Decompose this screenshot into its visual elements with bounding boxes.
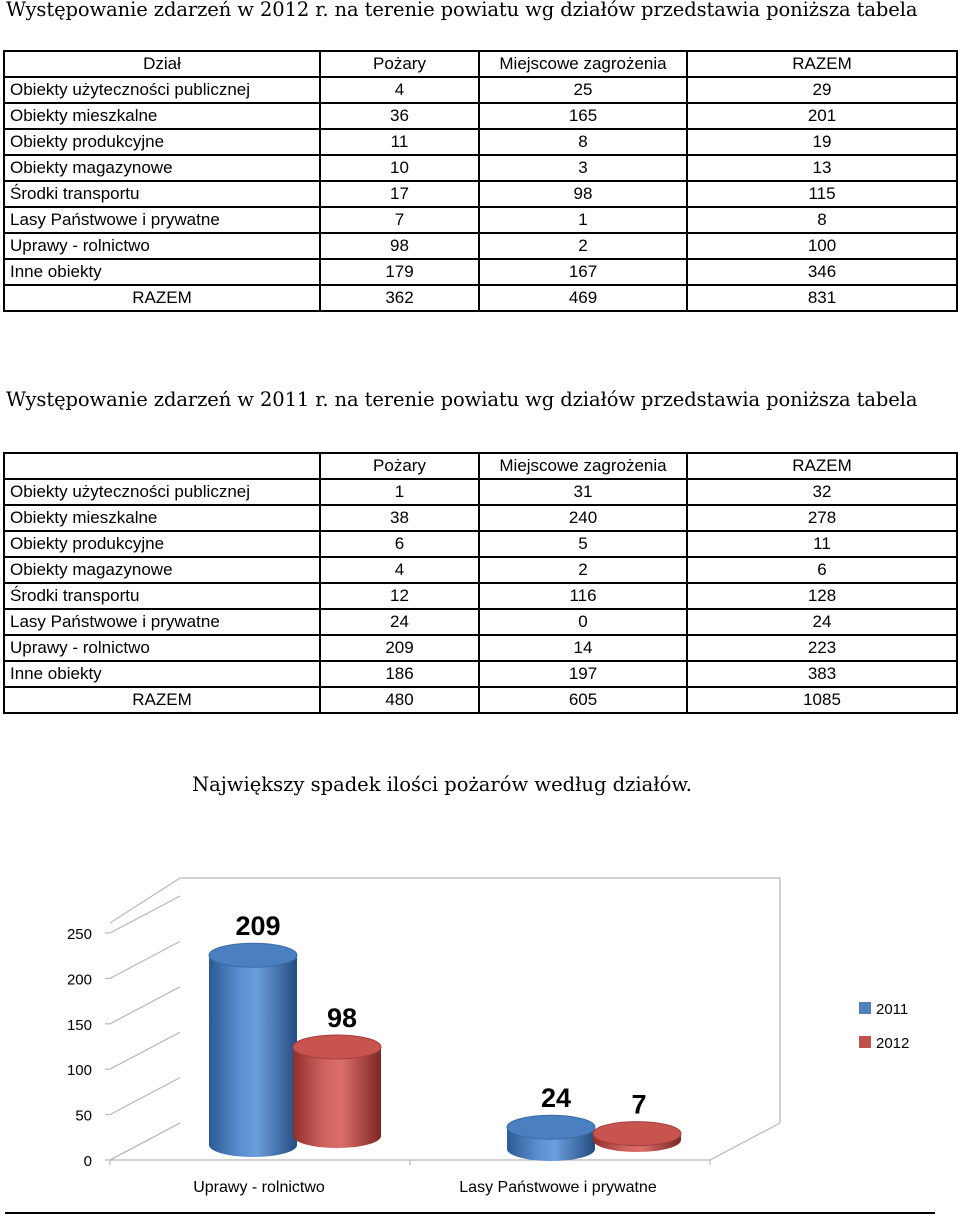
heading-2011: Występowanie zdarzeń w 2011 r. na terenie powiatu wg działów przedstawia poniższa tabela	[6, 388, 918, 411]
table-cell: 6	[687, 557, 957, 583]
bar-body	[209, 955, 297, 1157]
table-row	[4, 207, 957, 233]
row-label: Obiekty użyteczności publicznej	[4, 77, 320, 103]
table-header-row	[4, 51, 957, 77]
table-row	[4, 661, 957, 687]
table-row	[4, 479, 957, 505]
total-label: RAZEM	[4, 687, 320, 713]
data-label: 209	[235, 911, 281, 942]
total-cell: 1085	[687, 687, 957, 713]
bar-2011-1	[507, 1083, 595, 1161]
total-cell: 362	[320, 285, 479, 311]
y-tick-label: 0	[83, 1153, 92, 1170]
table-cell: 8	[479, 129, 687, 155]
table-cell: 8	[687, 207, 957, 233]
table-row	[4, 531, 957, 557]
category-label: Uprawy - rolnictwo	[193, 1179, 325, 1196]
header-cell	[4, 453, 320, 479]
total-cell: 831	[687, 285, 957, 311]
table-cell: 5	[479, 531, 687, 557]
heading-2012: Występowanie zdarzeń w 2012 r. na terenie powiatu wg działów przedstawia poniższa tabela	[6, 0, 918, 21]
table-row	[4, 77, 957, 103]
chart-legend	[859, 1001, 909, 1052]
table-header-row	[4, 453, 957, 479]
row-label: Uprawy - rolnictwo	[4, 233, 320, 259]
row-label: Lasy Państwowe i prywatne	[4, 609, 320, 635]
category-label: Lasy Państwowe i prywatne	[459, 1179, 657, 1196]
y-tick-label: 50	[75, 1107, 92, 1125]
row-label: Inne obiekty	[4, 661, 320, 687]
table-cell: 2	[479, 233, 687, 259]
table-row	[4, 505, 957, 531]
row-label: Inne obiekty	[4, 259, 320, 285]
table-cell: 14	[479, 635, 687, 661]
table-cell: 98	[479, 181, 687, 207]
header-cell: Dział	[4, 51, 320, 77]
bar-chart	[0, 860, 960, 1205]
total-cell: 480	[320, 687, 479, 713]
depth-line	[110, 987, 180, 1024]
table-cell: 17	[320, 181, 479, 207]
depth-line	[110, 896, 180, 933]
table-cell: 2	[479, 557, 687, 583]
row-label: Lasy Państwowe i prywatne	[4, 207, 320, 233]
bar-top	[507, 1115, 595, 1139]
table-cell: 6	[320, 531, 479, 557]
bar-top	[293, 1035, 381, 1059]
header-cell: Miejscowe zagrożenia	[479, 51, 687, 77]
table-cell: 128	[687, 583, 957, 609]
table-cell: 10	[320, 155, 479, 181]
table-cell: 179	[320, 259, 479, 285]
table-row	[4, 233, 957, 259]
total-row	[4, 687, 957, 713]
bar-body	[293, 1047, 381, 1148]
data-label: 98	[326, 1003, 358, 1034]
table-cell: 186	[320, 661, 479, 687]
table-cell: 201	[687, 103, 957, 129]
table-cell: 13	[687, 155, 957, 181]
wall-edge	[110, 878, 780, 923]
chart-bars	[209, 911, 681, 1161]
table-cell: 167	[479, 259, 687, 285]
table-cell: 240	[479, 505, 687, 531]
y-tick-label: 200	[66, 971, 92, 989]
row-label: Obiekty mieszkalne	[4, 505, 320, 531]
row-label: Obiekty magazynowe	[4, 155, 320, 181]
table-cell: 24	[320, 609, 479, 635]
depth-line	[110, 941, 180, 978]
table-cell: 116	[479, 583, 687, 609]
y-axis-ticks	[67, 896, 180, 1170]
data-label: 24	[540, 1083, 572, 1114]
table-cell: 0	[479, 609, 687, 635]
row-label: Uprawy - rolnictwo	[4, 635, 320, 661]
legend-label: 2012	[876, 1035, 910, 1052]
table-cell: 197	[479, 661, 687, 687]
depth-line	[110, 1078, 180, 1115]
table-cell: 278	[687, 505, 957, 531]
table-cell: 19	[687, 129, 957, 155]
table-cell: 32	[687, 479, 957, 505]
header-cell: RAZEM	[687, 51, 957, 77]
row-label: Obiekty produkcyjne	[4, 531, 320, 557]
table-row	[4, 129, 957, 155]
table-cell: 223	[687, 635, 957, 661]
table-row	[4, 155, 957, 181]
y-tick-label: 150	[66, 1016, 92, 1034]
table-cell: 165	[479, 103, 687, 129]
row-label: Obiekty mieszkalne	[4, 103, 320, 129]
table-cell: 4	[320, 557, 479, 583]
table-row	[4, 259, 957, 285]
header-cell: RAZEM	[687, 453, 957, 479]
depth-line	[110, 1032, 180, 1069]
table-cell: 25	[479, 77, 687, 103]
total-cell: 469	[479, 285, 687, 311]
table-cell: 24	[687, 609, 957, 635]
bar-top	[593, 1122, 681, 1146]
table-cell: 383	[687, 661, 957, 687]
table-2011	[3, 452, 958, 714]
row-label: Środki transportu	[4, 583, 320, 609]
header-cell: Miejscowe zagrożenia	[479, 453, 687, 479]
y-tick-label: 250	[66, 926, 92, 943]
chart-title: Największy spadek ilości pożarów według działów.	[192, 773, 692, 796]
table-row	[4, 635, 957, 661]
table-cell: 209	[320, 635, 479, 661]
legend-label: 2011	[876, 1001, 909, 1018]
table-cell: 38	[320, 505, 479, 531]
table-cell: 11	[320, 129, 479, 155]
bar-2012-0	[293, 1003, 381, 1148]
table-row	[4, 609, 957, 635]
data-label: 7	[631, 1089, 647, 1120]
table-cell: 1	[320, 479, 479, 505]
legend-swatch	[859, 1002, 871, 1014]
row-label: Obiekty magazynowe	[4, 557, 320, 583]
table-cell: 31	[479, 479, 687, 505]
table-cell: 115	[687, 181, 957, 207]
header-cell: Pożary	[320, 51, 479, 77]
row-label: Obiekty produkcyjne	[4, 129, 320, 155]
table-cell: 29	[687, 77, 957, 103]
table-cell: 346	[687, 259, 957, 285]
table-row	[4, 103, 957, 129]
category-labels	[193, 1179, 657, 1196]
bar-2012-1	[593, 1090, 681, 1152]
table-cell: 1	[479, 207, 687, 233]
total-label: RAZEM	[4, 285, 320, 311]
table-row	[4, 583, 957, 609]
table-cell: 3	[479, 155, 687, 181]
table-row	[4, 557, 957, 583]
table-cell: 36	[320, 103, 479, 129]
table-cell: 12	[320, 583, 479, 609]
legend-swatch	[859, 1036, 871, 1048]
table-cell: 11	[687, 531, 957, 557]
table-cell: 98	[320, 233, 479, 259]
row-label: Obiekty użyteczności publicznej	[4, 479, 320, 505]
y-tick-label: 100	[66, 1062, 92, 1080]
total-cell: 605	[479, 687, 687, 713]
total-row	[4, 285, 957, 311]
bar-top	[209, 943, 297, 967]
row-label: Środki transportu	[4, 181, 320, 207]
table-row	[4, 181, 957, 207]
header-cell: Pożary	[320, 453, 479, 479]
bar-2011-0	[209, 911, 297, 1157]
table-cell: 7	[320, 207, 479, 233]
table-cell: 100	[687, 233, 957, 259]
table-2012	[3, 50, 958, 312]
table-cell: 4	[320, 77, 479, 103]
bottom-rule	[5, 1212, 935, 1214]
depth-line	[110, 1123, 180, 1160]
